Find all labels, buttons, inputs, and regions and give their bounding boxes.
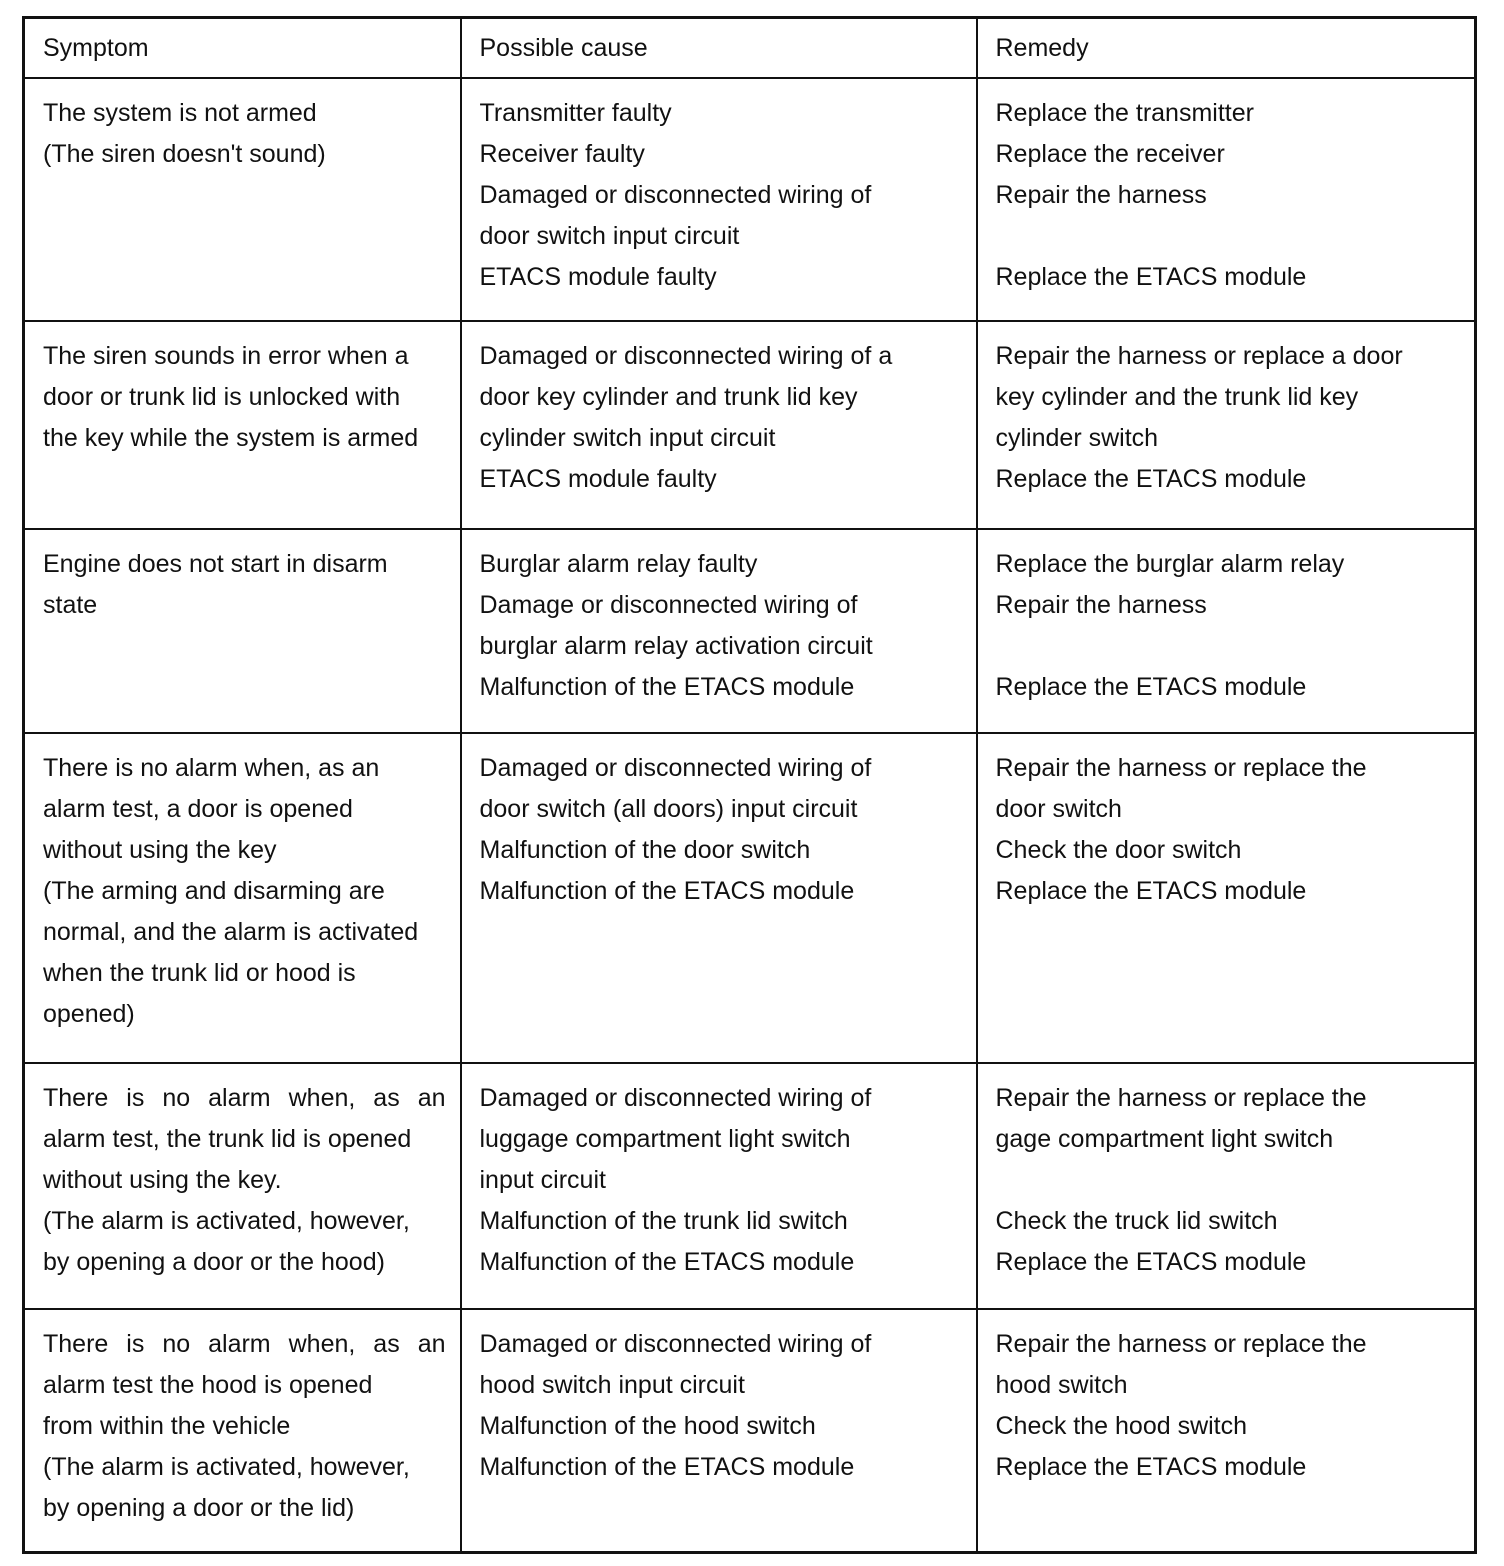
cause-line: ETACS module faulty xyxy=(479,263,717,291)
symptom-line: There is no alarm when, as an xyxy=(43,754,380,782)
remedy-line: Repair the harness or replace the xyxy=(995,754,1367,782)
remedy-line: cylinder switch xyxy=(995,424,1159,452)
remedy-line: Repair the harness or replace the xyxy=(995,1084,1367,1112)
symptom-line: by opening a door or the lid) xyxy=(43,1494,355,1522)
symptom-line: state xyxy=(43,591,98,619)
symptom-line: (The alarm is activated, however, xyxy=(43,1453,410,1481)
cause-line: Damaged or disconnected wiring of xyxy=(479,181,872,209)
cause-line: Damaged or disconnected wiring of xyxy=(479,1084,872,1112)
cause-line: Malfunction of the door switch xyxy=(479,836,811,864)
symptom-line: (The arming and disarming are xyxy=(43,877,385,905)
cause-line: luggage compartment light switch xyxy=(479,1125,851,1153)
symptom-line: door or trunk lid is unlocked with xyxy=(43,383,401,411)
cause-line: Damaged or disconnected wiring of xyxy=(479,1330,872,1358)
symptom-cell xyxy=(24,733,461,1063)
symptom-line: (The siren doesn't sound) xyxy=(43,140,326,168)
symptom-line: alarm test the hood is opened xyxy=(43,1371,373,1399)
remedy-line xyxy=(996,626,1461,667)
remedy-line: Replace the ETACS module xyxy=(995,673,1307,701)
symptom-line: The siren sounds in error when a xyxy=(43,342,409,370)
cause-line: Malfunction of the ETACS module xyxy=(479,1453,855,1481)
symptom-line: There is no alarm when, as an xyxy=(43,1330,446,1358)
symptom-line: alarm test, the trunk lid is opened xyxy=(43,1125,412,1153)
symptom-cell xyxy=(24,78,461,321)
symptom-line: from within the vehicle xyxy=(43,1412,291,1440)
cause-line: Receiver faulty xyxy=(479,140,645,168)
cause-line: door switch input circuit xyxy=(479,222,740,250)
cause-line: input circuit xyxy=(479,1166,606,1194)
cause-line: Malfunction of the trunk lid switch xyxy=(479,1207,848,1235)
remedy-line: key cylinder and the trunk lid key xyxy=(995,383,1359,411)
table-row xyxy=(24,321,1476,529)
remedy-line: hood switch xyxy=(995,1371,1128,1399)
remedy-line: Repair the harness or replace the xyxy=(995,1330,1367,1358)
remedy-line: Repair the harness xyxy=(995,591,1207,619)
cause-line: Damaged or disconnected wiring of xyxy=(479,754,872,782)
remedy-line: Replace the ETACS module xyxy=(995,465,1307,493)
cause-cell xyxy=(461,529,977,733)
remedy-line: Check the door switch xyxy=(995,836,1242,864)
symptom-line: by opening a door or the hood) xyxy=(43,1248,385,1276)
cause-line: door key cylinder and trunk lid key xyxy=(479,383,858,411)
symptom-line: The system is not armed xyxy=(43,99,317,127)
remedy-line: Replace the ETACS module xyxy=(995,1453,1307,1481)
cause-line: ETACS module faulty xyxy=(479,465,717,493)
symptom-cell xyxy=(24,1309,461,1553)
symptom-line: without using the key xyxy=(43,836,277,864)
remedy-line: gage compartment light switch xyxy=(995,1125,1334,1153)
table-row xyxy=(24,1063,1476,1309)
remedy-cell xyxy=(977,733,1476,1063)
symptom-line: (The alarm is activated, however, xyxy=(43,1207,410,1235)
cause-cell xyxy=(461,321,977,529)
cause-line: Malfunction of the ETACS module xyxy=(479,877,855,905)
cause-line: Malfunction of the ETACS module xyxy=(479,673,855,701)
remedy-line: Replace the ETACS module xyxy=(995,877,1307,905)
cause-line: cylinder switch input circuit xyxy=(479,424,776,452)
remedy-line: Check the truck lid switch xyxy=(995,1207,1278,1235)
cause-cell xyxy=(461,1309,977,1553)
symptom-line: without using the key. xyxy=(43,1166,282,1194)
header-row xyxy=(24,18,1476,79)
cause-line: hood switch input circuit xyxy=(479,1371,745,1399)
cause-line: Malfunction of the ETACS module xyxy=(479,1248,855,1276)
symptom-cell xyxy=(24,529,461,733)
remedy-line: Replace the ETACS module xyxy=(995,263,1307,291)
symptom-line: normal, and the alarm is activated xyxy=(43,918,419,946)
cause-cell xyxy=(461,78,977,321)
remedy-cell xyxy=(977,1063,1476,1309)
remedy-line: Replace the ETACS module xyxy=(995,1248,1307,1276)
symptom-line: There is no alarm when, as an xyxy=(43,1084,446,1112)
symptom-line: Engine does not start in disarm xyxy=(43,550,388,578)
table-row xyxy=(24,529,1476,733)
header-remedy: Remedy xyxy=(977,18,1476,79)
header-symptom: Symptom xyxy=(24,18,461,79)
cause-cell xyxy=(461,1063,977,1309)
troubleshooting-page xyxy=(22,16,1474,1554)
table-row xyxy=(24,1309,1476,1553)
symptom-line: opened) xyxy=(43,1000,135,1028)
remedy-line: Repair the harness or replace a door xyxy=(995,342,1403,370)
cause-line: Damaged or disconnected wiring of a xyxy=(479,342,893,370)
symptom-cell xyxy=(24,1063,461,1309)
remedy-cell xyxy=(977,321,1476,529)
cause-line: Burglar alarm relay faulty xyxy=(479,550,758,578)
remedy-line: Replace the receiver xyxy=(995,140,1225,168)
symptom-line: when the trunk lid or hood is xyxy=(43,959,356,987)
cause-line: Malfunction of the hood switch xyxy=(479,1412,816,1440)
table-row xyxy=(24,78,1476,321)
remedy-line: Replace the burglar alarm relay xyxy=(995,550,1345,578)
remedy-line: door switch xyxy=(995,795,1122,823)
cause-line: burglar alarm relay activation circuit xyxy=(479,632,873,660)
remedy-line xyxy=(996,1160,1461,1201)
symptom-cell xyxy=(24,321,461,529)
symptom-line: the key while the system is armed xyxy=(43,424,419,452)
symptom-line: alarm test, a door is opened xyxy=(43,795,353,823)
header-possible-cause: Possible cause xyxy=(461,18,977,79)
troubleshooting-table xyxy=(22,16,1477,1554)
cause-line: Transmitter faulty xyxy=(479,99,672,127)
remedy-cell xyxy=(977,1309,1476,1553)
remedy-cell xyxy=(977,529,1476,733)
cause-line: door switch (all doors) input circuit xyxy=(479,795,858,823)
cause-cell xyxy=(461,733,977,1063)
remedy-line: Check the hood switch xyxy=(995,1412,1248,1440)
remedy-line: Repair the harness xyxy=(995,181,1207,209)
remedy-line: Replace the transmitter xyxy=(995,99,1254,127)
table-row xyxy=(24,733,1476,1063)
remedy-cell xyxy=(977,78,1476,321)
remedy-line xyxy=(996,216,1461,257)
cause-line: Damage or disconnected wiring of xyxy=(479,591,858,619)
